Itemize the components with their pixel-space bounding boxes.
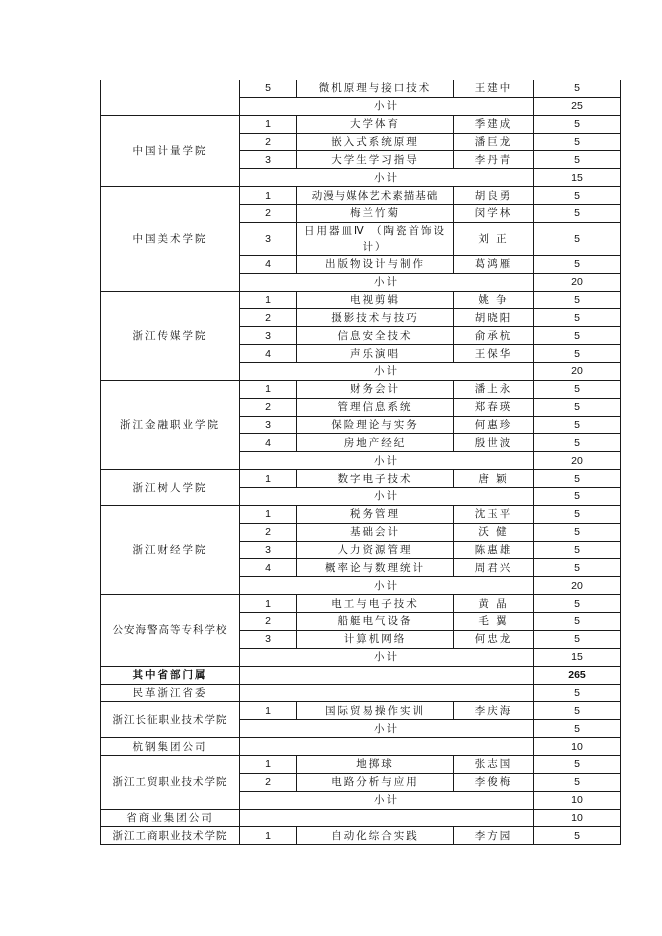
row-number: 1 [240,755,297,773]
teacher-name: 唐 颖 [454,470,534,488]
course-credit-table [100,80,621,845]
row-number: 5 [240,80,297,97]
subtotal-label: 小计 [240,273,534,291]
teacher-name: 季建成 [454,115,534,133]
teacher-name: 何忠龙 [454,630,534,648]
empty-cell [240,738,534,756]
table-row [101,684,621,702]
school-cell [101,80,240,115]
school-name: 杭钢集团公司 [101,738,240,756]
credit-value: 5 [534,773,621,791]
subtotal-value: 5 [534,488,621,506]
subtotal-label: 小计 [240,452,534,470]
row-number: 2 [240,398,297,416]
section-total: 265 [534,666,621,684]
row-number: 3 [240,541,297,559]
table-row [101,809,621,827]
credit-value: 5 [534,222,621,255]
table-row [101,738,621,756]
teacher-name: 潘上永 [454,380,534,398]
course-name: 大学生学习指导 [297,151,454,169]
credit-value: 5 [534,434,621,452]
row-number: 1 [240,702,297,720]
row-number: 1 [240,115,297,133]
school-name: 公安海警高等专科学校 [101,595,240,666]
subtotal-label: 小计 [240,488,534,506]
row-number: 4 [240,345,297,363]
school-name: 浙江工商职业技术学院 [101,827,240,845]
credit-value: 5 [534,613,621,631]
table-row [101,755,621,773]
teacher-name: 郑春瑛 [454,398,534,416]
subtotal-label: 小计 [240,577,534,595]
row-number: 3 [240,151,297,169]
credit-value: 5 [534,505,621,523]
course-name: 概率论与数理统计 [297,559,454,577]
table-row [101,291,621,309]
credit-value: 5 [534,541,621,559]
teacher-name: 陈惠雄 [454,541,534,559]
teacher-name: 殷世波 [454,434,534,452]
section-header-row [101,666,621,684]
course-name: 基础会计 [297,523,454,541]
course-name: 动漫与媒体艺术素描基础 [297,187,454,205]
teacher-name: 胡晓阳 [454,309,534,327]
teacher-name: 李丹青 [454,151,534,169]
course-name: 房地产经纪 [297,434,454,452]
row-number: 3 [240,416,297,434]
row-number: 3 [240,222,297,255]
subtotal-label: 小计 [240,720,534,738]
credit-value: 5 [534,151,621,169]
course-name: 计算机网络 [297,630,454,648]
table-row [101,470,621,488]
row-number: 2 [240,613,297,631]
course-name: 人力资源管理 [297,541,454,559]
teacher-name: 闵学林 [454,205,534,223]
teacher-name: 沈玉平 [454,505,534,523]
table-row [101,187,621,205]
subtotal-value: 20 [534,577,621,595]
teacher-name: 何惠珍 [454,416,534,434]
course-name: 财务会计 [297,380,454,398]
credit-value: 5 [534,398,621,416]
school-name: 中国美术学院 [101,187,240,291]
course-name: 保险理论与实务 [297,416,454,434]
course-name: 自动化综合实践 [297,827,454,845]
course-name: 微机原理与接口技术 [297,80,454,97]
teacher-name: 李方园 [454,827,534,845]
credit-value: 5 [534,309,621,327]
credit-value: 5 [534,187,621,205]
table-row [101,505,621,523]
subtotal-value: 20 [534,363,621,381]
teacher-name: 李庆海 [454,702,534,720]
school-name: 浙江树人学院 [101,470,240,506]
course-name: 出版物设计与制作 [297,255,454,273]
credit-value: 5 [534,115,621,133]
school-name: 省商业集团公司 [101,809,240,827]
credit-value: 5 [534,595,621,613]
row-number: 4 [240,255,297,273]
teacher-name: 张志国 [454,755,534,773]
row-number: 4 [240,559,297,577]
teacher-name: 俞承杭 [454,327,534,345]
table-row [101,827,621,845]
subtotal-value: 5 [534,720,621,738]
teacher-name: 姚 争 [454,291,534,309]
course-name: 大学体育 [297,115,454,133]
course-name: 税务管理 [297,505,454,523]
credit-value: 5 [534,291,621,309]
row-number: 1 [240,470,297,488]
row-number: 2 [240,523,297,541]
course-name: 地掷球 [297,755,454,773]
row-number: 1 [240,595,297,613]
credit-value: 5 [534,755,621,773]
course-name: 嵌入式系统原理 [297,133,454,151]
table-row [101,595,621,613]
table-row [101,702,621,720]
row-number: 1 [240,187,297,205]
subtotal-label: 小计 [240,169,534,187]
table-row [101,80,621,97]
row-number: 1 [240,380,297,398]
credit-value: 5 [534,133,621,151]
school-name: 浙江金融职业学院 [101,380,240,469]
credit-value: 5 [534,255,621,273]
credit-value: 10 [534,738,621,756]
course-name: 日用器皿Ⅳ （陶瓷首饰设计） [297,222,454,255]
course-name: 摄影技术与技巧 [297,309,454,327]
subtotal-value: 20 [534,273,621,291]
credit-value: 5 [534,205,621,223]
school-name: 浙江长征职业技术学院 [101,702,240,738]
subtotal-label: 小计 [240,791,534,809]
credit-value: 5 [534,684,621,702]
empty-cell [240,684,534,702]
teacher-name: 王保华 [454,345,534,363]
empty-cell [240,809,534,827]
row-number: 2 [240,205,297,223]
course-name: 国际贸易操作实训 [297,702,454,720]
row-number: 2 [240,133,297,151]
credit-value: 5 [534,345,621,363]
credit-value: 5 [534,470,621,488]
teacher-name: 潘巨龙 [454,133,534,151]
course-name: 电路分析与应用 [297,773,454,791]
teacher-name: 沃 健 [454,523,534,541]
school-name: 民革浙江省委 [101,684,240,702]
teacher-name: 周君兴 [454,559,534,577]
school-name: 浙江财经学院 [101,505,240,594]
row-number: 3 [240,327,297,345]
course-name: 信息安全技术 [297,327,454,345]
row-number: 1 [240,505,297,523]
credit-value: 5 [534,702,621,720]
teacher-name: 毛 翼 [454,613,534,631]
subtotal-label: 小计 [240,363,534,381]
subtotal-value: 15 [534,648,621,666]
credit-value: 10 [534,809,621,827]
course-name: 数字电子技术 [297,470,454,488]
credit-value: 5 [534,559,621,577]
credit-value: 5 [534,80,621,97]
course-name: 电视剪辑 [297,291,454,309]
row-number: 4 [240,434,297,452]
row-number: 1 [240,291,297,309]
course-name: 声乐演唱 [297,345,454,363]
table-row [101,115,621,133]
empty-cell [240,666,534,684]
course-name: 船艇电气设备 [297,613,454,631]
row-number: 2 [240,309,297,327]
subtotal-value: 25 [534,97,621,115]
course-name: 梅兰竹菊 [297,205,454,223]
teacher-name: 刘 正 [454,222,534,255]
credit-value: 5 [534,630,621,648]
subtotal-value: 15 [534,169,621,187]
teacher-name: 李俊梅 [454,773,534,791]
table-row [101,380,621,398]
school-name: 浙江传媒学院 [101,291,240,380]
course-name: 管理信息系统 [297,398,454,416]
teacher-name: 王建中 [454,80,534,97]
teacher-name: 黄 晶 [454,595,534,613]
credit-value: 5 [534,380,621,398]
school-name: 中国计量学院 [101,115,240,186]
section-label: 其中省部门属 [101,666,240,684]
teacher-name: 胡良勇 [454,187,534,205]
school-name: 浙江工贸职业技术学院 [101,755,240,809]
subtotal-value: 10 [534,791,621,809]
row-number: 3 [240,630,297,648]
credit-value: 5 [534,523,621,541]
credit-value: 5 [534,327,621,345]
subtotal-label: 小计 [240,97,534,115]
credit-value: 5 [534,827,621,845]
subtotal-value: 20 [534,452,621,470]
credit-value: 5 [534,416,621,434]
subtotal-label: 小计 [240,648,534,666]
teacher-name: 葛鸿雁 [454,255,534,273]
row-number: 2 [240,773,297,791]
row-number: 1 [240,827,297,845]
course-name: 电工与电子技术 [297,595,454,613]
